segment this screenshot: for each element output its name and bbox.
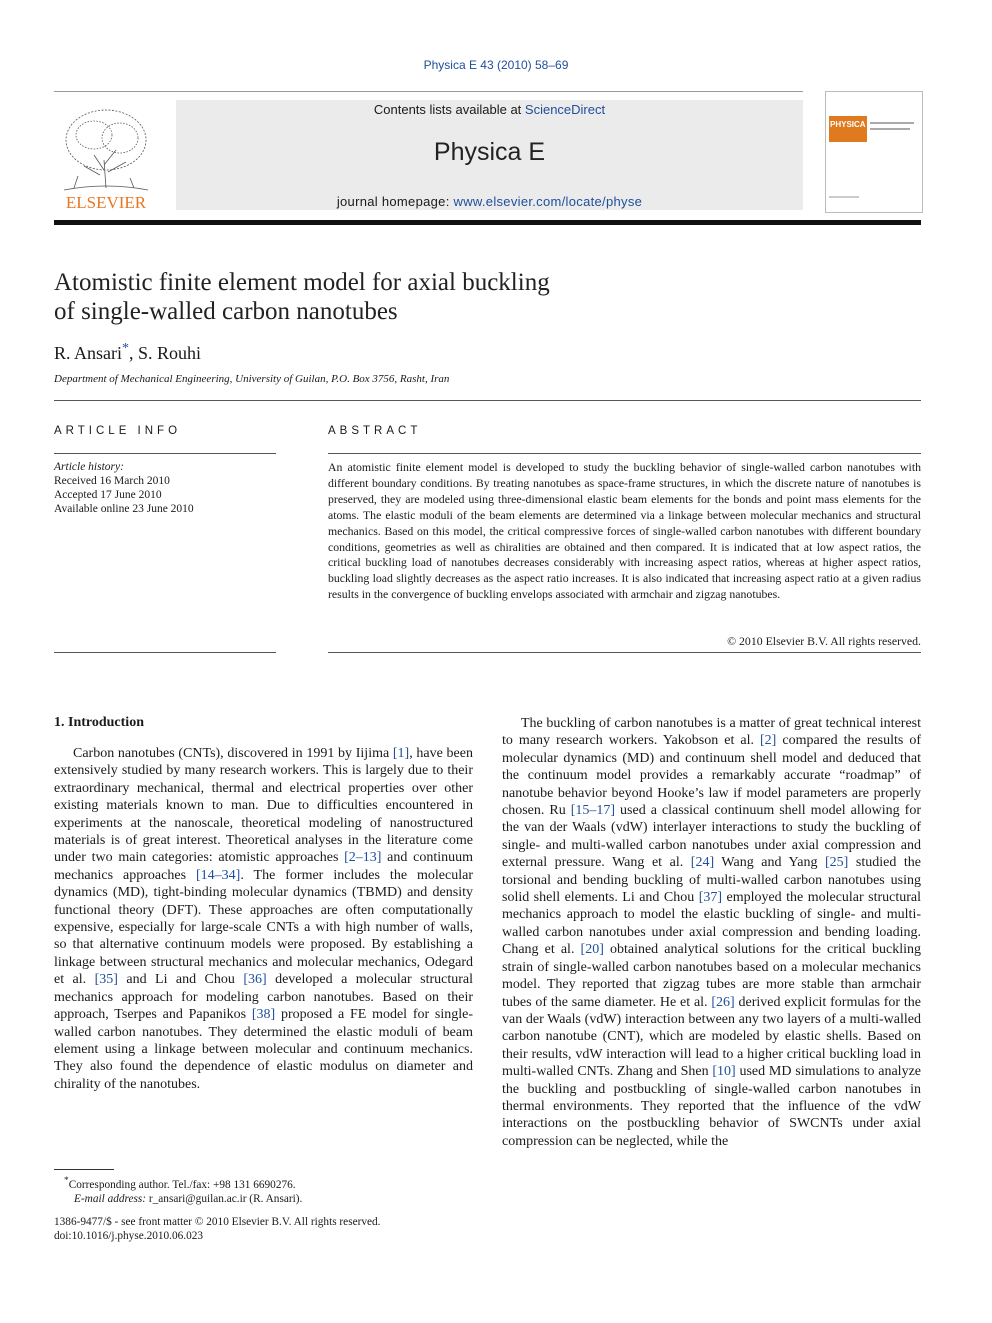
author-name: R. Ansari [54, 343, 123, 363]
citation-link[interactable]: [14–34] [195, 867, 241, 883]
issn-line: 1386-9477/$ - see front matter © 2010 Elsevier B.V. All rights reserved. [54, 1216, 381, 1228]
divider [54, 400, 921, 401]
email-address[interactable]: r_ansari@guilan.ac.ir (R. Ansari). [146, 1192, 303, 1205]
homepage-link[interactable]: www.elsevier.com/locate/physe [453, 194, 643, 209]
article-history: Article history: Received 16 March 2010 Accepted 17 June 2010 Available online 23 June 2010 [54, 461, 194, 515]
citation-link[interactable]: [2–13] [344, 850, 382, 866]
elsevier-logo [54, 100, 158, 212]
divider [54, 453, 276, 454]
abstract-text: An atomistic finite element model is developed to study the buckling behavior of single-walled carbon nanotubes with different boundary conditions. By treating nanotubes as space-frame structures, in which the discrete nature of nanotubes is preserved, they are modeled using three-dimensional elastic beam elements for the bonds and point mass elements for the atoms. The elastic moduli of the beam elements are determined via a linkage between molecular mechanics and structural mechanics. Based on this model, the critical compressive forces of single-walled carbon nanotubes with different boundary conditions, geometries as well as chiralities are obtained and then compared. It is indicated that at low aspect ratios, the critical buckling load of nanotubes decreases considerably with increasing aspect ratios, whereas at higher aspect ratios, buckling load slightly decreases as the aspect ratio increases. It is also indicated that increasing aspect ratio at a given radius results in the convergence of buckling envelops associated with armchair and zigzag nanotubes. [328, 460, 921, 602]
citation-link[interactable]: [26] [711, 994, 735, 1010]
divider [328, 453, 921, 454]
citation-link[interactable]: [2] [760, 733, 777, 749]
body-column-right [502, 715, 921, 1150]
article-title: Atomistic finite element model for axial buckling of single-walled carbon nanotubes [54, 269, 550, 325]
abstract-heading: ABSTRACT [328, 425, 422, 437]
citation-link[interactable]: [25] [825, 855, 849, 871]
header-divider [54, 91, 803, 92]
author-name: S. Rouhi [138, 343, 202, 363]
footnote-rule [54, 1169, 114, 1170]
doi-line[interactable]: doi:10.1016/j.physe.2010.06.023 [54, 1230, 204, 1242]
journal-citation[interactable]: Physica E 43 (2010) 58–69 [423, 58, 569, 72]
journal-cover-thumbnail [825, 91, 923, 213]
corresponding-star[interactable]: * [122, 341, 130, 356]
paragraph: The buckling of carbon nanotubes is a matter of great technical interest to many research workers. Yakobson et al. [2] compared the results of molecular dynamics (MD) and continuum shell model and deduced that the continuum model provides a remarkably accurate “roadmap” of nanotube behavior beyond Hooke’s law if model parameters are properly chosen. Ru [15–17] used a classical continuum shell model allowing for the van der Waals (vdW) interlayer interactions to study the buckling of single- and multi-walled carbon nanotubes under axial compression and external pressure. Wang et al. [24] Wang and Yang [25] studied the torsional and bending buckling of multi-walled carbon nanotubes using solid shell elements. Li and Chou [37] employed the molecular structural mechanics approach to model the elastic buckling of single- and multi-walled carbon nanotubes under axial compression and bending loading. Chang et al. [20] obtained analytical solutions for the critical buckling strain of single-walled carbon nanotubes based on a molecular mechanics model. They reported that zigzag tubes are more stable than armchair tubes of the same diameter. He et al. [26] derived explicit formulas for the van der Waals (vdW) interaction between any two layers of a multi-walled carbon nanotube (CNT), which are modeled by elastic shells. Based on their results, vdW interaction will lead to a higher critical buckling load in multi-walled CNTs. Zhang and Shen [10] used MD simulations to analyze the buckling and postbuckling of single-walled carbon nanotubes in thermal environments. They reported that the influence of the vdW interactions on the postbuckling behavior of SWCNTs under axial compression can be neglected, while the [502, 716, 922, 1149]
citation-link[interactable]: [37] [698, 890, 723, 906]
citation-link[interactable]: [15–17] [570, 803, 616, 819]
citation-link[interactable]: [10] [712, 1064, 736, 1080]
divider [328, 652, 921, 653]
citation-link[interactable]: [1] [392, 746, 410, 761]
citation-link[interactable]: [35] [94, 972, 118, 988]
elsevier-wordmark: ELSEVIER [65, 193, 147, 212]
citation-link[interactable]: [36] [243, 972, 267, 988]
abstract-copyright: © 2010 Elsevier B.V. All rights reserved. [727, 634, 921, 648]
citation-link[interactable]: [24] [690, 855, 715, 871]
journal-name: Physica E [433, 138, 546, 166]
affiliation: Department of Mechanical Engineering, University of Guilan, P.O. Box 3756, Rasht, Iran [54, 373, 450, 385]
journal-banner [176, 100, 803, 210]
body-column-left [54, 745, 473, 1093]
sciencedirect-link[interactable]: ScienceDirect [524, 102, 606, 117]
header-rule [54, 220, 921, 225]
paragraph: Carbon nanotubes (CNTs), discovered in 1991 by Iijima [1], have been extensively studied by many research workers. This is largely due to their extraordinary mechanical, thermal and electrical properties over other existing materials known to man. Due to difficulties encountered in experiments at the nanoscale, theoretical modeling of nanostructured materials is of great interest. Theoretical analyses in the literature come under two main categories: atomistic approaches [2–13] and continuum mechanics approaches [14–34]. The former includes the molecular dynamics (MD), tight-binding molecular dynamics (TBMD) and density functional theory (DFT). These approaches are often computationally expensive, especially for large-scale CNTs a with high number of walls, so that alternative continuum models were proposed. By establishing a linkage between structural mechanics and molecular mechanics, Odegard et al. [35] and Li and Chou [36] developed a molecular structural mechanics approach for modeling carbon nanotubes. Based on their approach, Tserpes and Papanikos [38] proposed a FE model for single-walled carbon nanotubes. They determined the elastic moduli of beam element using a linkage between molecular and continuum mechanics. They also found the dependence of elastic modulus on diameter and chirality of the nanotubes. [54, 746, 473, 1092]
citation-link[interactable]: [38] [251, 1007, 276, 1023]
contents-line: Contents lists available at ScienceDirect [373, 102, 606, 117]
citation-link[interactable]: [20] [580, 942, 604, 958]
section-heading: 1. Introduction [54, 715, 144, 730]
divider [54, 652, 276, 653]
tree-icon [54, 100, 158, 212]
footnote: *Corresponding author. Tel./fax: +98 131 6690276. E-mail address: r_ansari@guilan.ac.ir (R. Ansari). [64, 1176, 303, 1205]
front-matter [54, 1215, 381, 1243]
article-info-heading: ARTICLE INFO [54, 425, 182, 437]
author-list: R. Ansari*, S. Rouhi [54, 341, 202, 363]
homepage-line: journal homepage: www.elsevier.com/locate/physe [336, 194, 643, 209]
cover-title: PHYSICA [830, 120, 866, 129]
